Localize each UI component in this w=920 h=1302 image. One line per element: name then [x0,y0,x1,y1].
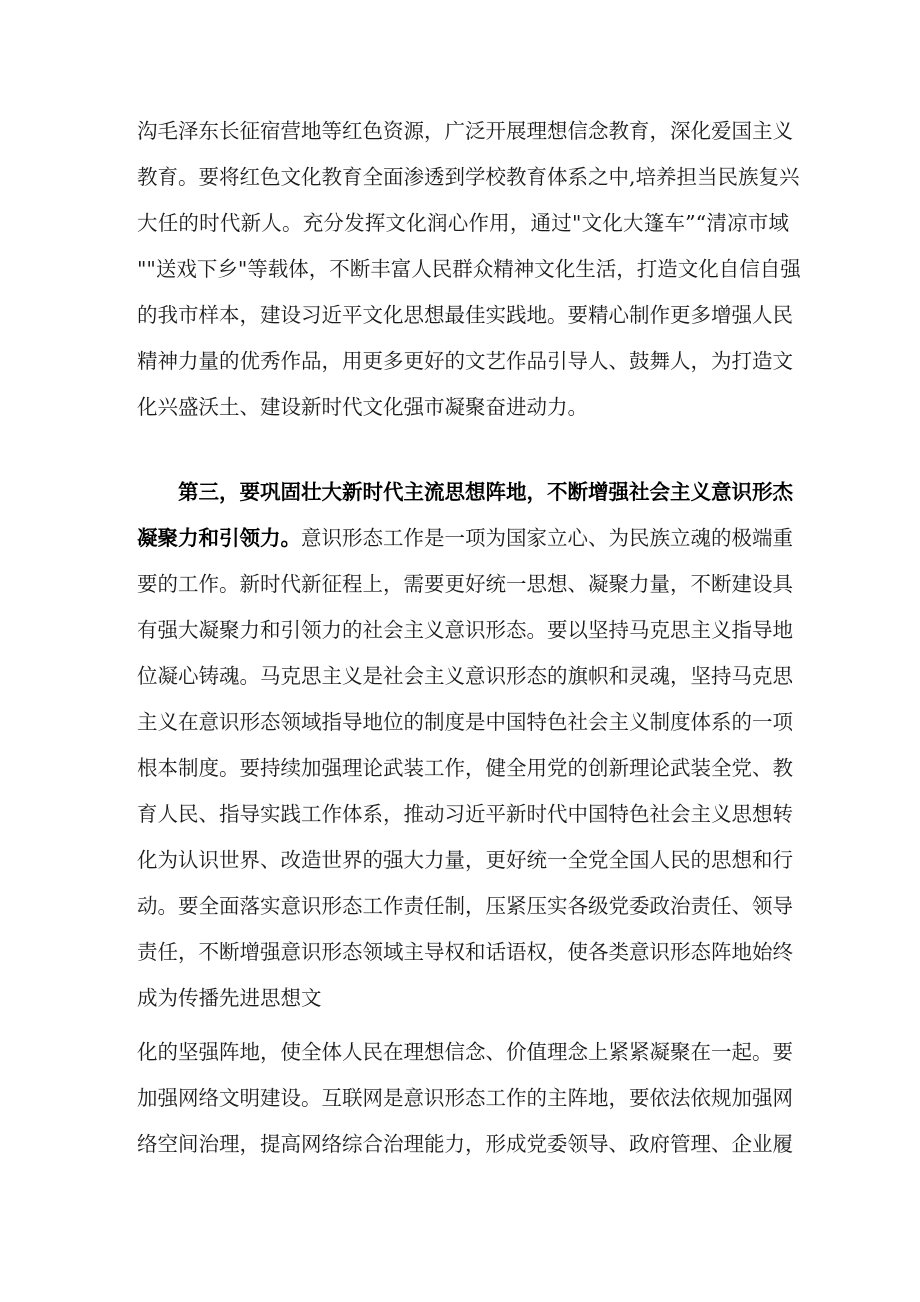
text-line: 成为传播先进思想文 [137,986,322,1010]
text-line: 的我市样本，建设习近平文化思想最佳实践地。要精心制作更多增强人民 [137,303,793,327]
text-line: 加强网络文明建设。互联网是意识形态工作的主阵地，要依法依规加强网 [137,1086,793,1110]
text-line: 责任，不断增强意识形态领域主导权和话语权，使各类意识形态阵地始终 [137,940,793,964]
text-line: ""送戏下乡"等载体，不断丰富人民群众精神文化生活，打造文化自信自强 [137,257,801,281]
text-line: 化兴盛沃土、建设新时代文化强市凝聚奋进动力。 [137,395,588,419]
text-line: 络空间治理，提高网络综合治理能力，形成党委领导、政府管理、企业履 [137,1132,793,1156]
text-line: 根本制度。要持续加强理论武装工作，健全用党的创新理论武装全党、教 [137,756,793,780]
text-line: 有强大凝聚力和引领力的社会主义意识形态。要以坚持马克思主义指导地 [137,618,793,642]
section-heading [178,478,793,506]
text-line: 主义在意识形态领域指导地位的制度是中国特色社会主义制度体系的一项 [137,710,793,734]
text-line: 精神力量的优秀作品，用更多更好的文艺作品引导人、鼓舞人，为打造文 [137,349,793,373]
text-line: 育人民、指导实践工作体系，推动习近平新时代中国特色社会主义思想转 [137,802,793,826]
text-line [137,524,793,552]
text-line: 大任的时代新人。充分发挥文化润心作用，通过"文化大篷车”“清凉市域 [137,211,789,235]
text-line: 位凝心铸魂。马克思主义是社会主义意识形态的旗帜和灵魂，坚持马克思 [137,664,793,688]
heading-text-continued: 凝聚力和引领力。 [137,526,301,550]
text-line: 动。要全面落实意识形态工作责任制，压紧压实各级党委政治责任、领导 [137,894,793,918]
text-line: 沟毛泽东长征宿营地等红色资源，广泛开展理想信念教育，深化爱国主义 [137,119,793,143]
text-line: 化的坚强阵地，使全体人民在理想信念、价值理念上紧紧凝聚在一起。要 [137,1040,793,1064]
text-line: 要的工作。新时代新征程上，需要更好统一思想、凝聚力量，不断建设具 [137,572,793,596]
heading-text: 第三，要巩固壮大新时代主流思想阵地，不断增强社会主义意识形杰 [178,480,793,504]
text-line: 化为认识世界、改造世界的强大力量，更好统一全党全国人民的思想和行 [137,848,793,872]
text-line: 教育。要将红色文化教育全面渗透到学校教育体系之中,培养担当民族复兴 [137,165,800,189]
text-span: 意识形态工作是一项为国家立心、为民族立魂的极端重 [301,526,793,550]
